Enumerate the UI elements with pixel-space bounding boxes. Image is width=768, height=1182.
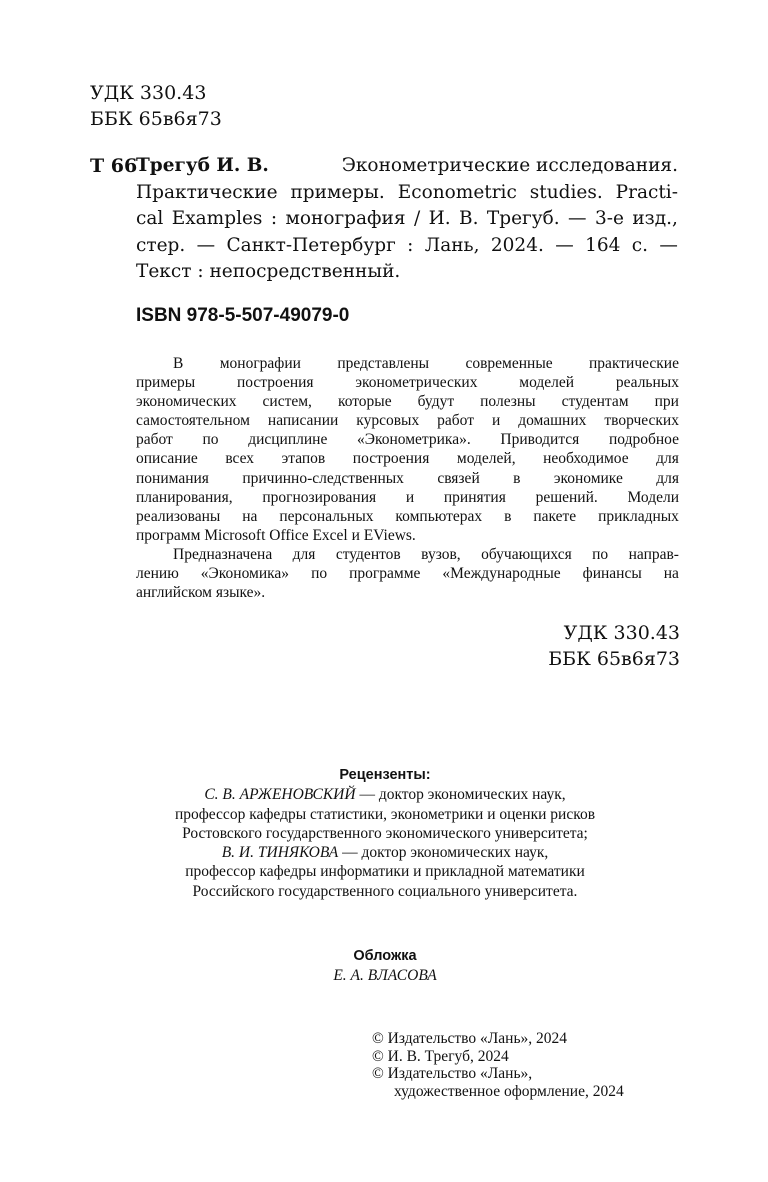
- word: творческих: [604, 412, 679, 430]
- word: по: [592, 545, 609, 563]
- reviewer-2-affiliation: Российского государственного социального университета.: [192, 882, 578, 900]
- word: пакете: [533, 507, 577, 525]
- word: и: [405, 488, 415, 506]
- word: компьютерах: [395, 507, 483, 525]
- biblio-text: [136, 180, 678, 207]
- word: моделей: [519, 374, 575, 392]
- udk-top: УДК 330.43: [90, 82, 207, 104]
- word: экономике: [553, 469, 623, 487]
- word: решений.: [535, 488, 598, 506]
- word: систем,: [262, 393, 312, 411]
- word: «Международные: [442, 565, 561, 583]
- biblio-title-start: Эконометрические исследования.: [341, 155, 678, 176]
- word: Practi-: [615, 181, 678, 203]
- word: принятия: [443, 488, 506, 506]
- word: монографии: [219, 355, 301, 372]
- reviewers-block: [90, 766, 680, 901]
- abstract-line: [136, 507, 679, 526]
- word: примеры: [136, 374, 196, 392]
- word: которые: [337, 393, 392, 411]
- abstract-line: [136, 392, 679, 411]
- word: и: [491, 412, 501, 430]
- word: программе: [349, 565, 421, 583]
- word: 3-е: [594, 208, 624, 229]
- word: 164: [585, 234, 621, 256]
- word: studies.: [529, 181, 603, 203]
- word: И.: [428, 208, 451, 229]
- word: студентов: [335, 545, 401, 563]
- word: В: [173, 355, 184, 372]
- word: написании: [267, 412, 339, 430]
- word: лению: [136, 565, 179, 583]
- biblio-line-5: [136, 259, 678, 286]
- word: этапов: [281, 450, 326, 468]
- copyright-line: © И. В. Трегуб, 2024: [372, 1047, 509, 1065]
- word: Практические: [136, 181, 278, 203]
- word: полезны: [480, 393, 536, 411]
- reviewer-1-degree: — доктор экономических наук,: [355, 786, 566, 804]
- abstract-line: английском языке».: [136, 584, 266, 602]
- copyright-block: [372, 1030, 624, 1100]
- bbk-top: ББК 65в6я73: [90, 108, 222, 130]
- abstract-line: [136, 430, 679, 449]
- word: экономических: [136, 393, 237, 411]
- word: на: [663, 565, 679, 583]
- word: примеры.: [290, 181, 385, 203]
- word: Санкт-Петербург: [226, 234, 396, 256]
- copyright-line: художественное оформление, 2024: [394, 1082, 624, 1100]
- biblio-line-4: [136, 233, 678, 260]
- word: современные: [465, 355, 553, 372]
- word: вузов,: [421, 545, 461, 563]
- word: :: [407, 234, 414, 256]
- word: для: [656, 469, 679, 487]
- abstract-line: [136, 449, 679, 468]
- word: Предназначена: [173, 545, 273, 563]
- word: «Эконометрика».: [357, 431, 471, 449]
- word: понимания: [136, 469, 209, 487]
- word: для: [292, 545, 316, 563]
- word: описание: [136, 450, 198, 468]
- cover-designer: Е. А. ВЛАСОВА: [333, 967, 437, 985]
- abstract-line: [136, 488, 679, 507]
- bibliographic-entry: [136, 153, 678, 286]
- word: необходимое: [543, 450, 629, 468]
- word: построения: [237, 374, 314, 392]
- word: Модели: [627, 488, 679, 506]
- reviewer-2-line-1: [90, 843, 680, 862]
- biblio-text: [136, 233, 678, 260]
- biblio-text: Текст : непосредственный.: [136, 261, 401, 282]
- word: причинно-следственных: [242, 469, 404, 487]
- abstract-line: [136, 354, 679, 373]
- word: работ: [437, 412, 474, 430]
- reviewer-2-degree: — доктор экономических наук,: [338, 844, 549, 862]
- word: cal: [136, 208, 164, 229]
- word: студентам: [561, 393, 629, 411]
- abstract-line: [136, 373, 679, 392]
- word: 2024.: [490, 234, 544, 256]
- word: всех: [225, 450, 255, 468]
- word: —: [659, 234, 678, 256]
- word: в: [513, 469, 521, 487]
- copyright-line: © Издательство «Лань», 2024: [372, 1030, 568, 1047]
- word: построения: [352, 450, 430, 468]
- reviewer-2-name: В. И. ТИНЯКОВА: [221, 844, 339, 862]
- biblio-line-3: [136, 206, 678, 233]
- word: по: [202, 431, 219, 449]
- word: стер.: [136, 234, 186, 256]
- word: обучающихся: [481, 545, 572, 563]
- word: работ: [136, 431, 173, 449]
- word: для: [656, 450, 679, 468]
- word: практические: [589, 355, 679, 372]
- author-mark: Т 66: [90, 155, 138, 177]
- word: будут: [417, 393, 455, 411]
- reviewer-1-name: С. В. АРЖЕНОВСКИЙ: [204, 786, 356, 804]
- word: моделей,: [456, 450, 516, 468]
- word: связей: [437, 469, 480, 487]
- word: Приводится: [500, 431, 580, 449]
- reviewer-1-position: профессор кафедры статистики, эконометрики и оценки рисков: [174, 805, 596, 823]
- word: прикладных: [598, 507, 679, 525]
- word: Трегуб.: [486, 208, 560, 229]
- biblio-line-1: [136, 153, 678, 180]
- word: финансы: [582, 565, 642, 583]
- word: представлены: [337, 355, 430, 372]
- udk-bottom: УДК 330.43: [563, 622, 680, 644]
- cover-label: Обложка: [353, 948, 417, 964]
- abstract-line: [136, 411, 679, 430]
- word: —: [196, 234, 216, 256]
- word: /: [413, 208, 421, 229]
- word: с.: [631, 234, 649, 256]
- word: реализованы: [136, 507, 221, 525]
- word: реальных: [615, 374, 679, 392]
- author-name: Трегуб И. В.: [136, 155, 269, 176]
- reviewers-label: Рецензенты:: [339, 767, 431, 783]
- word: эконометрических: [355, 374, 478, 392]
- word: по: [311, 565, 328, 583]
- word: прогнозирования: [262, 488, 377, 506]
- word: направ-: [628, 545, 679, 563]
- word: персональных: [279, 507, 374, 525]
- word: при: [654, 393, 679, 411]
- top-classification: [90, 80, 222, 132]
- abstract-line: [136, 469, 679, 488]
- abstract: [136, 354, 679, 602]
- isbn: ISBN 978-5-507-49079-0: [136, 305, 350, 326]
- word: —: [568, 208, 587, 229]
- word: на: [242, 507, 258, 525]
- word: домашних: [518, 412, 587, 430]
- word: подробное: [608, 431, 679, 449]
- cover-credit: [90, 947, 680, 986]
- word: «Экономика»: [200, 565, 290, 583]
- bbk-bottom: ББК 65в6я73: [548, 648, 680, 670]
- bottom-classification: [480, 620, 680, 672]
- word: монография: [285, 208, 406, 229]
- word: В.: [459, 208, 479, 229]
- reviewer-1-line-1: [90, 785, 680, 804]
- word: самостоятельном: [136, 412, 250, 430]
- word: в: [504, 507, 512, 525]
- copyright-line: © Издательство «Лань»,: [372, 1065, 533, 1082]
- reviewer-1-affiliation: Ростовского государственного экономического университета;: [182, 824, 588, 842]
- word: курсовых: [356, 412, 420, 430]
- abstract-line: [136, 564, 679, 583]
- word: изд.,: [632, 208, 678, 229]
- biblio-line-2: [136, 180, 678, 207]
- abstract-line: [136, 545, 679, 564]
- word: Examples: [171, 208, 263, 229]
- word: планирования,: [136, 488, 233, 506]
- abstract-line: программ Microsoft Office Excel и EViews.: [136, 526, 416, 544]
- word: Лань,: [424, 234, 480, 256]
- reviewer-2-position: профессор кафедры информатики и прикладной математики: [185, 863, 585, 881]
- word: —: [555, 234, 574, 256]
- word: Econometric: [397, 181, 517, 203]
- word: :: [270, 208, 278, 229]
- biblio-text: [136, 206, 678, 233]
- word: дисциплине: [248, 431, 328, 449]
